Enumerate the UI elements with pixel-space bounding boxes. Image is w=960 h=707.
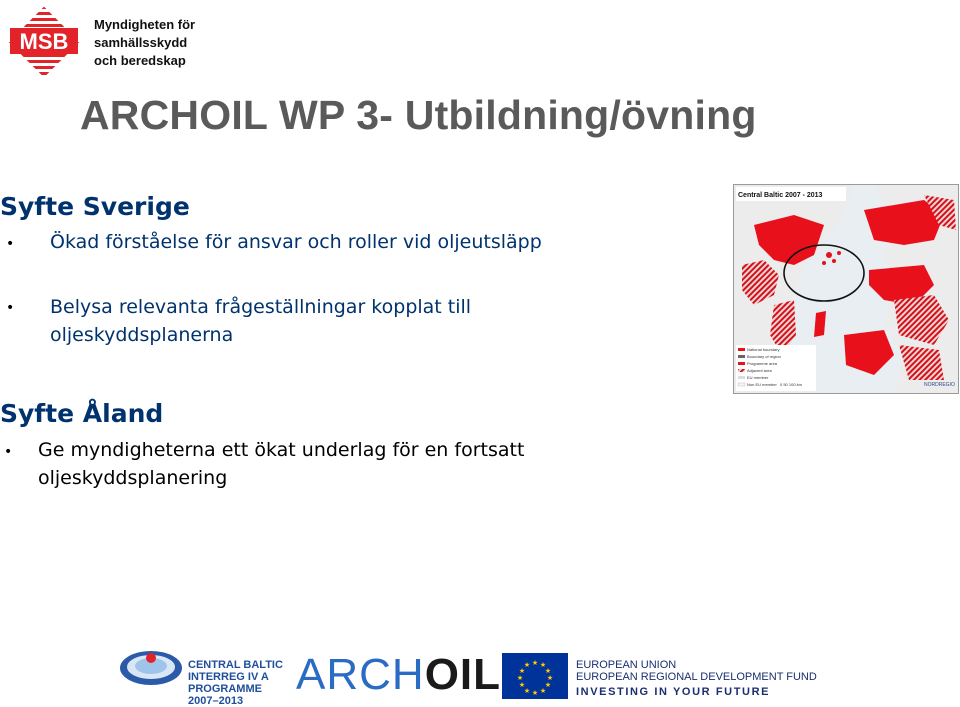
bullet-dot: •: [6, 236, 15, 252]
archoil-part-2: OIL: [424, 650, 502, 699]
map-title: Central Baltic 2007 - 2013: [738, 192, 823, 199]
svg-text:★: ★: [531, 659, 539, 667]
eu-line-3: INVESTING IN YOUR FUTURE: [576, 686, 771, 698]
svg-text:★: ★: [546, 674, 554, 682]
msb-line-1: Myndigheten för: [94, 17, 196, 32]
cb-line-2: INTERREG IV A: [188, 671, 269, 683]
bullet-text-sweden-2b: oljeskyddsplanerna: [50, 324, 234, 346]
central-baltic-emblem: [118, 648, 184, 688]
bullet-dot: •: [4, 444, 13, 460]
central-baltic-text: [188, 659, 283, 707]
slide-title: ARCHOIL WP 3- Utbildning/övning: [80, 92, 757, 138]
bullet-text-aland-1a: Ge myndigheterna ett ökat underlag för en fortsatt: [38, 439, 525, 461]
eu-line-2: EUROPEAN REGIONAL DEVELOPMENT FUND: [576, 671, 817, 683]
legend-3: Programme area: [747, 361, 778, 366]
msb-letters: MSB: [19, 29, 69, 54]
svg-text:★: ★: [516, 674, 524, 682]
legend-1: National boundary: [747, 347, 780, 352]
msb-wordmark: [94, 16, 195, 70]
cb-line-4: 2007–2013: [188, 695, 244, 707]
svg-text:★: ★: [539, 661, 547, 669]
legend-5: EU member: [747, 375, 769, 380]
eu-line-1: EUROPEAN UNION: [576, 659, 677, 671]
map-graphic: [734, 185, 958, 393]
central-baltic-map: [733, 184, 959, 394]
msb-line-3: och beredskap: [94, 53, 186, 68]
cb-line-1: CENTRAL BALTIC: [188, 659, 283, 671]
svg-text:★: ★: [544, 681, 552, 689]
archoil-part-1: ARCH: [296, 650, 425, 699]
svg-text:★: ★: [531, 689, 539, 697]
bullet-text-sweden-1: Ökad förståelse för ansvar och roller vid oljeutsläpp: [50, 231, 542, 253]
eu-flag: [502, 653, 568, 699]
msb-line-2: samhällsskydd: [94, 35, 188, 50]
cb-line-3: PROGRAMME: [188, 683, 262, 695]
bullet-dot: •: [6, 300, 15, 316]
heading-aland: Syfte Åland: [0, 399, 164, 428]
svg-text:★: ★: [544, 667, 552, 675]
svg-text:★: ★: [539, 687, 547, 695]
eu-stars-icon: [502, 653, 568, 699]
bullet-text-aland-1b: oljeskyddsplanering: [38, 467, 228, 489]
legend-2: Boundary of region: [747, 354, 781, 359]
svg-text:★: ★: [518, 681, 526, 689]
svg-text:★: ★: [518, 667, 526, 675]
svg-text:★: ★: [523, 661, 531, 669]
map-scale: 0 50 100 km: [780, 382, 803, 387]
svg-text:★: ★: [523, 687, 531, 695]
map-credit: NORDREGIO: [924, 382, 955, 388]
legend-6: Non EU member: [747, 382, 777, 387]
bullet-text-sweden-2a: Belysa relevanta frågeställningar kopplat till: [50, 296, 472, 318]
archoil-logo: [296, 652, 501, 698]
heading-sweden: Syfte Sverige: [0, 192, 190, 221]
legend-4: Adjacent area: [747, 368, 772, 373]
